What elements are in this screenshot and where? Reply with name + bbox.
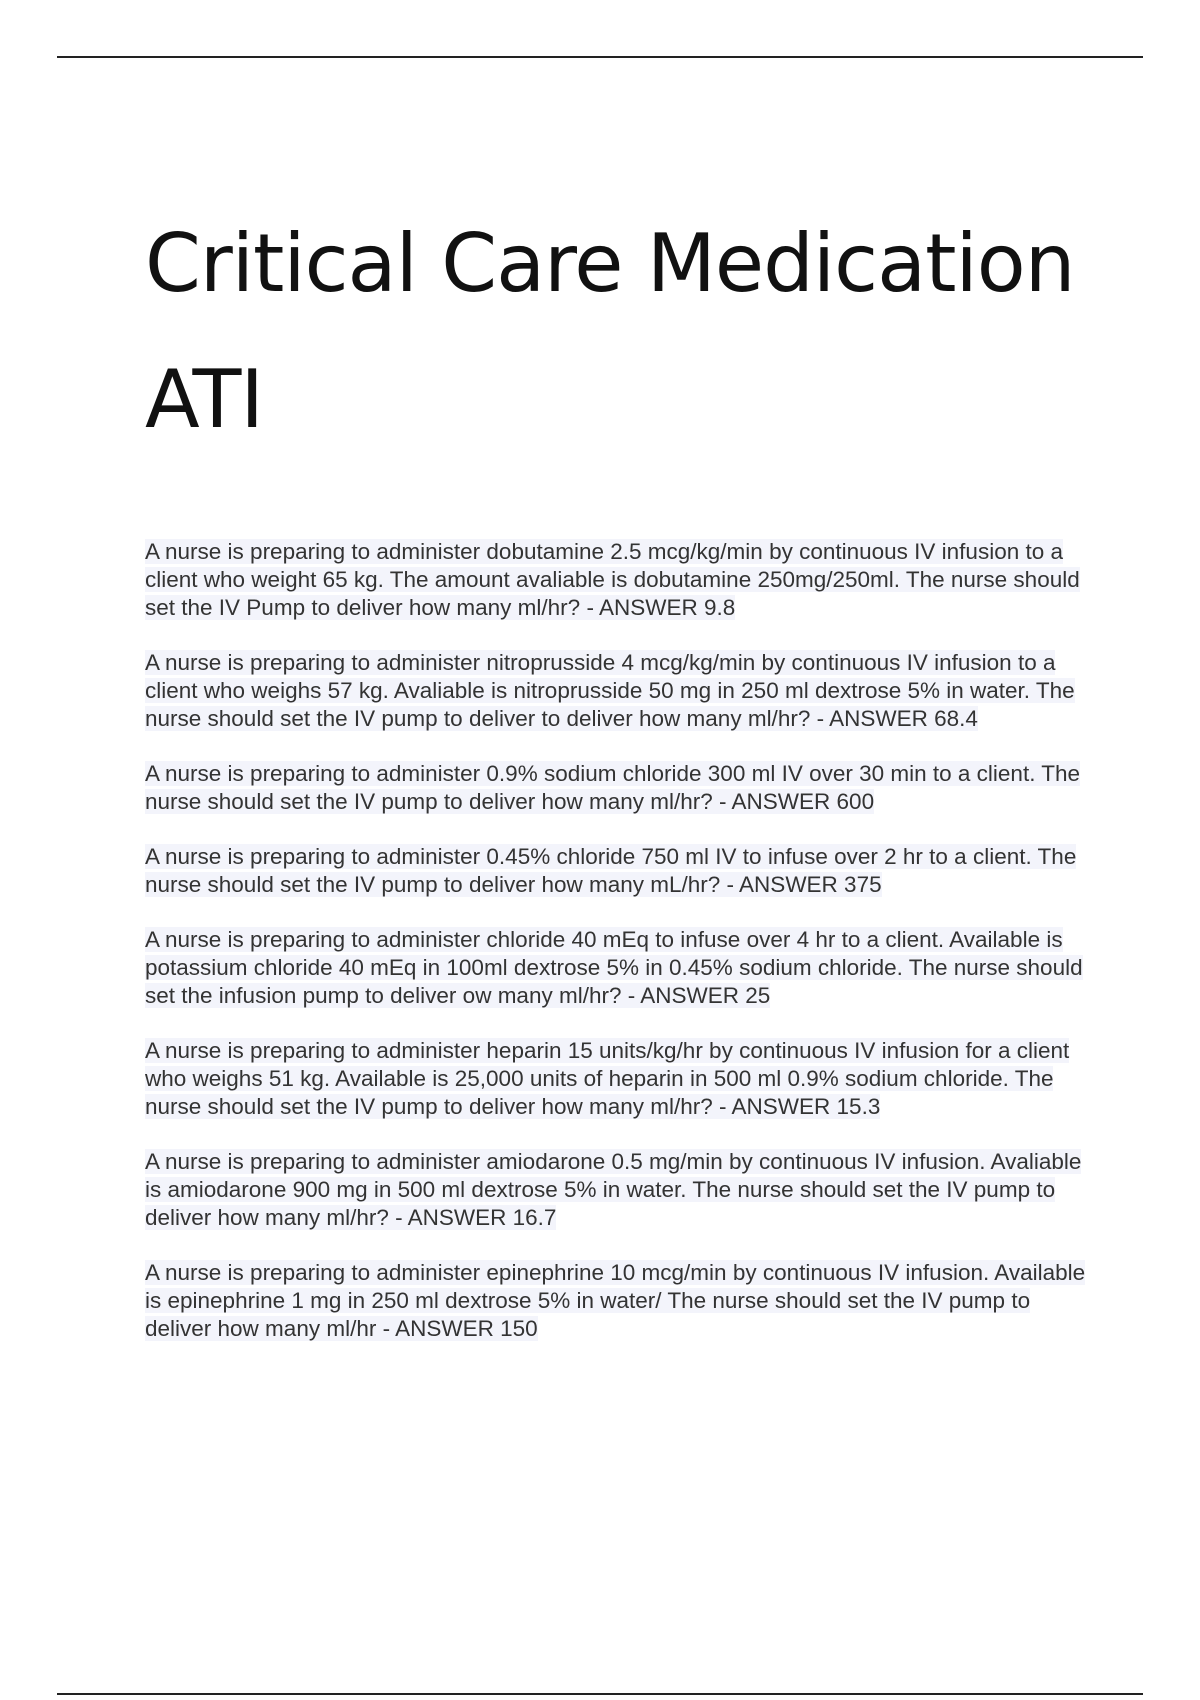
question-text: A nurse is preparing to administer nitroprusside 4 mcg/kg/min by continuous IV infusion to a client who weighs 57 kg. Avaliable is nitroprusside 50 mg in 250 ml dextrose 5% in water. The nurse should set the IV pump to deliver to deliver how many ml/hr? - ANSWER 68.4 xyxy=(145,650,1075,731)
question-text: A nurse is preparing to administer chloride 40 mEq to infuse over 4 hr to a client. Available is potassium chloride 40 mEq in 100ml dextrose 5% in 0.45% sodium chloride. The nurse should set the infusion pump to deliver ow many ml/hr? - ANSWER 25 xyxy=(145,927,1083,1008)
title-line-2: ATI xyxy=(145,353,263,446)
question-item xyxy=(145,760,1090,816)
header-rule xyxy=(57,56,1143,58)
question-item xyxy=(145,1259,1090,1343)
question-text: A nurse is preparing to administer 0.9% sodium chloride 300 ml IV over 30 min to a client. The nurse should set the IV pump to deliver how many ml/hr? - ANSWER 600 xyxy=(145,761,1081,814)
question-text: A nurse is preparing to administer heparin 15 units/kg/hr by continuous IV infusion for a client who weighs 51 kg. Available is 25,000 units of heparin in 500 ml 0.9% sodium chloride. The nurse should set the IV pump to deliver how many ml/hr? - ANSWER 15.3 xyxy=(145,1038,1070,1119)
question-item xyxy=(145,649,1090,733)
question-item xyxy=(145,1148,1090,1232)
footer-rule xyxy=(57,1693,1143,1695)
question-text: A nurse is preparing to administer 0.45% chloride 750 ml IV to infuse over 2 hr to a client. The nurse should set the IV pump to deliver how many mL/hr? - ANSWER 375 xyxy=(145,844,1077,897)
question-text: A nurse is preparing to administer amiodarone 0.5 mg/min by continuous IV infusion. Avaliable is amiodarone 900 mg in 500 ml dextrose 5% in water. The nurse should set the IV pump to deliver how many ml/hr? - ANSWER 16.7 xyxy=(145,1149,1082,1230)
title-line-1: Critical Care Medication xyxy=(145,217,1075,310)
question-item xyxy=(145,538,1090,622)
question-text: A nurse is preparing to administer epinephrine 10 mcg/min by continuous IV infusion. Available is epinephrine 1 mg in 250 ml dextrose 5% in water/ The nurse should set the IV pump to deliver how many ml/hr - ANSWER 150 xyxy=(145,1260,1086,1341)
document-title xyxy=(145,196,1145,468)
question-list xyxy=(145,538,1090,1370)
question-item xyxy=(145,843,1090,899)
question-item xyxy=(145,926,1090,1010)
question-item xyxy=(145,1037,1090,1121)
question-text: A nurse is preparing to administer dobutamine 2.5 mcg/kg/min by continuous IV infusion to a client who weight 65 kg. The amount avaliable is dobutamine 250mg/250ml. The nurse should set the IV Pump to deliver how many ml/hr? - ANSWER 9.8 xyxy=(145,539,1080,620)
